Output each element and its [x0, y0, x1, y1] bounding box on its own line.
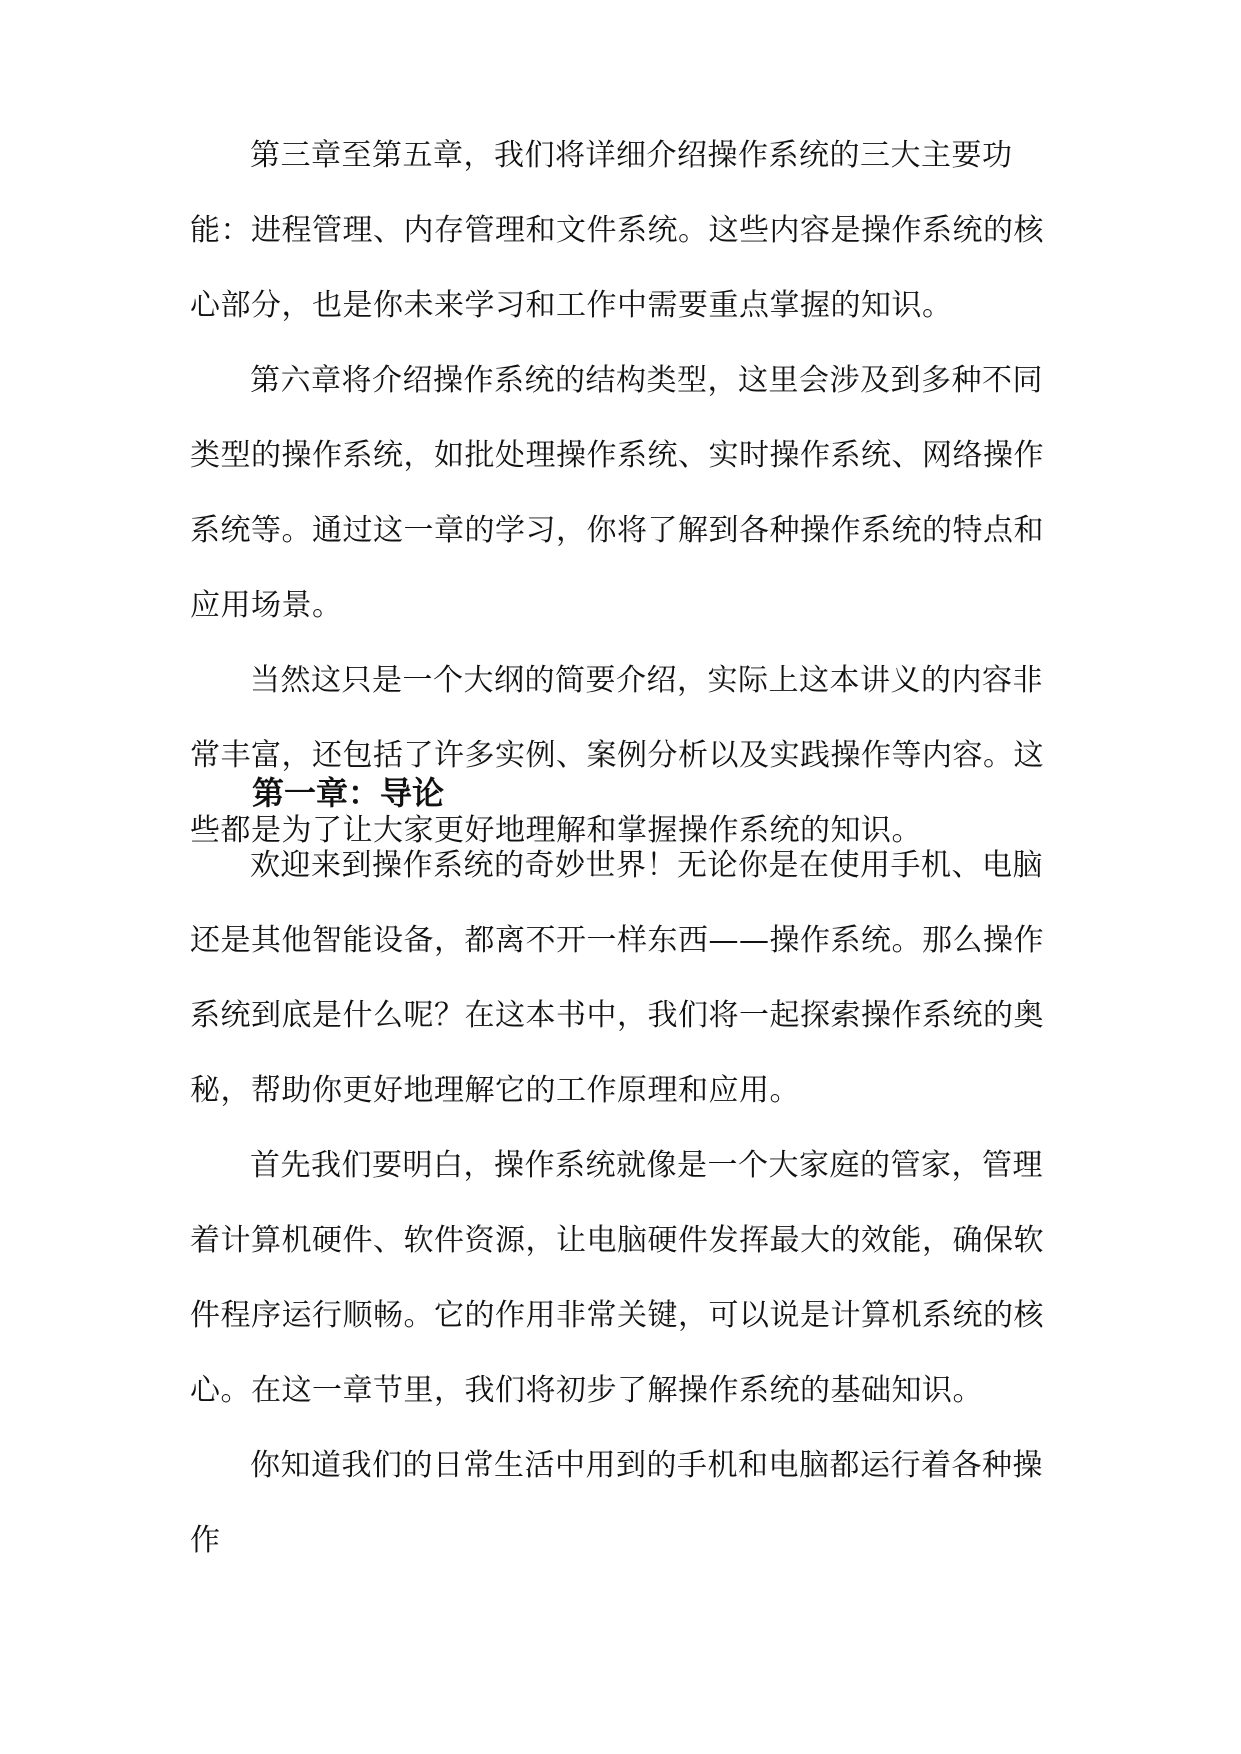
- chapter-heading: 第一章：导论: [252, 774, 445, 812]
- intro-section: [190, 118, 1070, 868]
- paragraph-chapters-3-5: 第三章至第五章，我们将详细介绍操作系统的三大主要功能：进程管理、内存管理和文件系统。这些内容是操作系统的核心部分，也是你未来学习和工作中需要重点掌握的知识。: [190, 138, 1044, 323]
- paragraph-chapter-6: 第六章将介绍操作系统的结构类型，这里会涉及到多种不同类型的操作系统，如批处理操作系统、实时操作系统、网络操作系统等。通过这一章的学习，你将了解到各种操作系统的特点和应用场景。: [190, 363, 1044, 623]
- paragraph-os-as-butler: 首先我们要明白，操作系统就像是一个大家庭的管家，管理着计算机硬件、软件资源，让电脑硬件发挥最大的效能，确保软件程序运行顺畅。它的作用非常关键，可以说是计算机系统的核心。在这一章节里，我们将初步了解操作系统的基础知识。: [190, 1148, 1044, 1408]
- paragraph-daily-life: 你知道我们的日常生活中用到的手机和电脑都运行着各种操作: [190, 1448, 1043, 1558]
- paragraph-outline-summary: 当然这只是一个大纲的简要介绍，实际上这本讲义的内容非常丰富，还包括了许多实例、案例分析以及实践操作等内容。这些都是为了让大家更好地理解和掌握操作系统的知识。: [190, 663, 1044, 848]
- chapter-one-heading-wrap: [190, 768, 1070, 818]
- paragraph-welcome: 欢迎来到操作系统的奇妙世界！无论你是在使用手机、电脑还是其他智能设备，都离不开一样东西——操作系统。那么操作系统到底是什么呢？在这本书中，我们将一起探索操作系统的奥秘，帮助你更好地理解它的工作原理和应用。: [190, 848, 1044, 1108]
- chapter-one-section: [190, 828, 1070, 1578]
